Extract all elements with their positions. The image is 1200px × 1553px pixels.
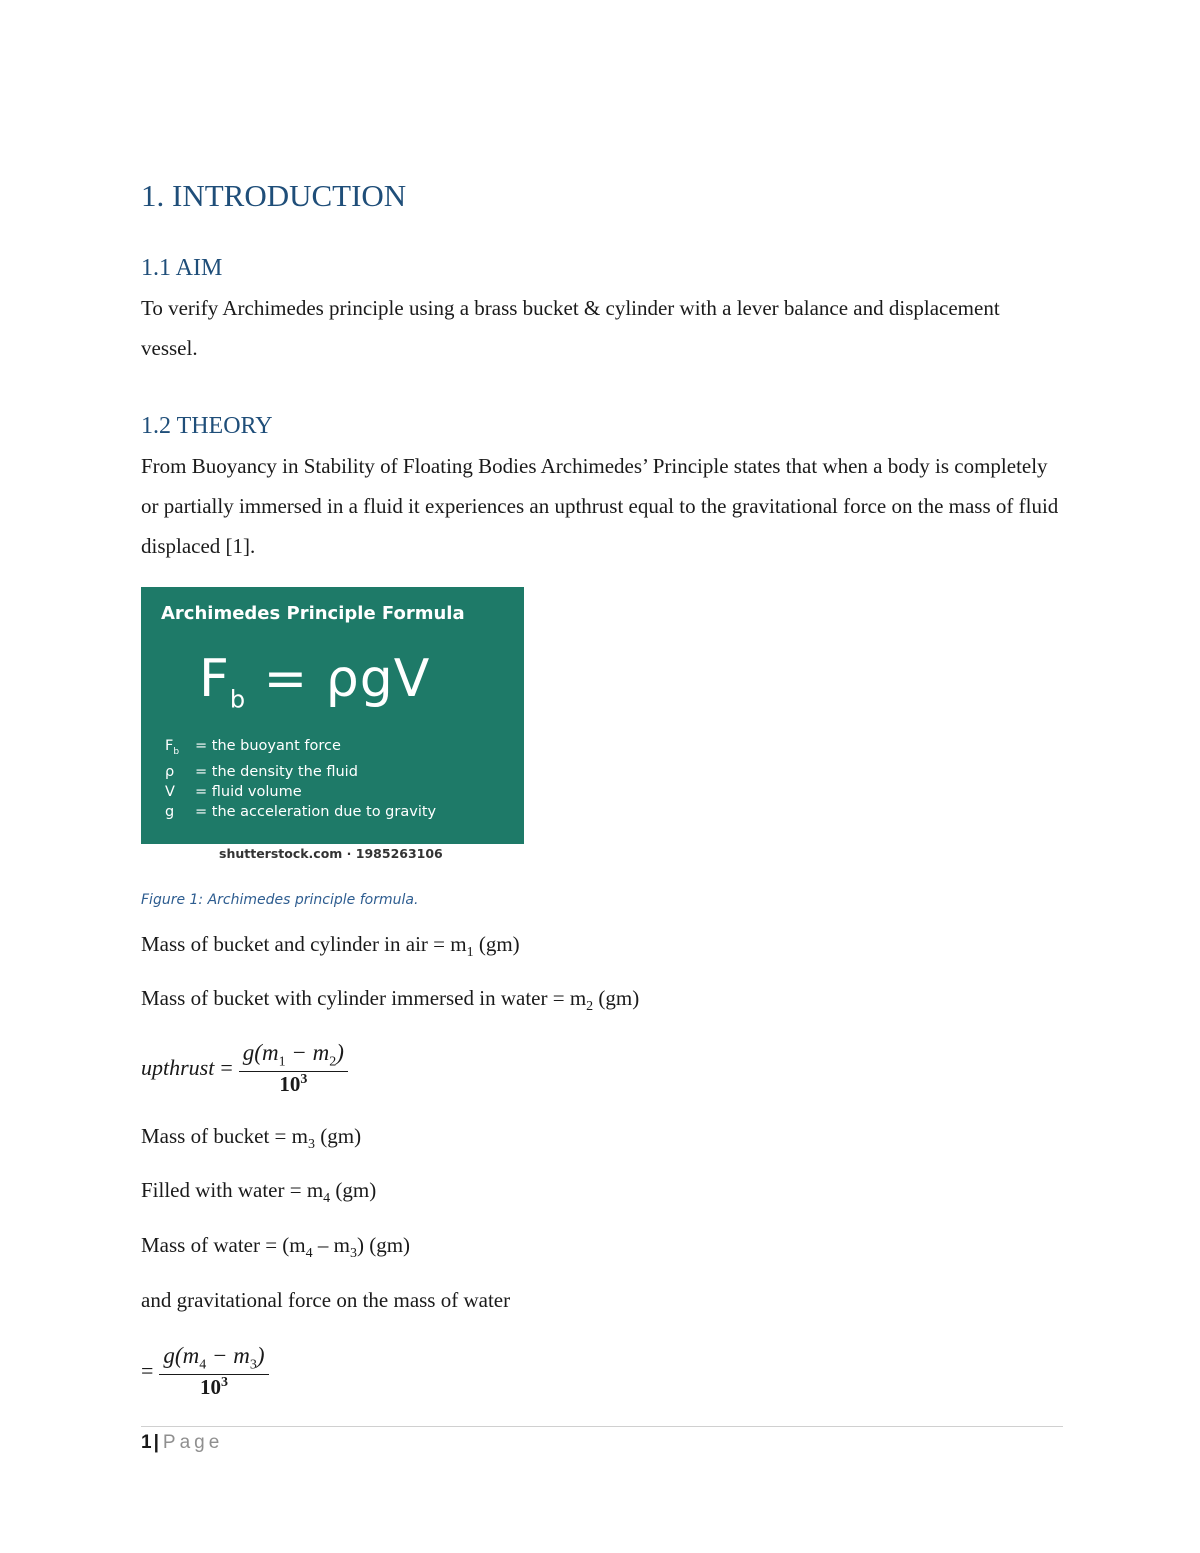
- archimedes-formula-figure: [141, 587, 524, 844]
- m1-line: Mass of bucket and cylinder in air = $m_1$ (gm): [141, 932, 520, 961]
- legend-symbol: ρ: [165, 763, 175, 780]
- legend-row: [165, 736, 436, 762]
- aim-text: To verify Archimedes principle using a brass bucket & cylinder with a lever balance and displacement vessel.: [141, 296, 1000, 360]
- theory-text: From Buoyancy in Stability of Floating Bodies Archimedes’ Principle states that when a body is completely or partially immersed in a fluid it experiences an upthrust equal to the gravitational force on the mass of fluid displaced [1].: [141, 454, 1059, 558]
- fraction: [159, 1343, 268, 1400]
- fraction-denominator: $10^3$: [279, 1071, 308, 1096]
- theory-heading: 1.2 THEORY: [141, 413, 273, 439]
- legend-text: = the density the fluid: [195, 763, 358, 780]
- aim-heading: 1.1 AIM: [141, 255, 223, 281]
- legend-symbol: g: [165, 803, 175, 820]
- water-force-equation: [141, 1343, 269, 1400]
- footer-separator: |: [153, 1432, 159, 1453]
- equals-sign: =: [141, 1358, 154, 1384]
- legend-text: = fluid volume: [195, 783, 302, 800]
- legend-text: = the buoyant force: [195, 738, 341, 754]
- image-credit: shutterstock.com · 1985263106: [219, 846, 443, 861]
- equation-lhs: upthrust: [141, 1055, 215, 1081]
- legend-row: [165, 762, 436, 782]
- fraction-numerator: $g(m_4 - m_3)$: [159, 1343, 268, 1375]
- m3-line: Mass of bucket = $m_3$ (gm): [141, 1124, 362, 1153]
- figure-caption: Figure 1: Archimedes principle formula.: [141, 892, 419, 908]
- legend-symbol: F: [165, 738, 174, 754]
- fraction-denominator: $10^3$: [199, 1374, 228, 1399]
- fraction: [239, 1040, 348, 1097]
- equals-sign: =: [220, 1055, 233, 1081]
- fraction-numerator: $g(m_1 - m_2)$: [239, 1040, 348, 1072]
- figure-formula: [199, 649, 430, 713]
- upthrust-equation: [141, 1040, 348, 1097]
- page-number: 1: [141, 1432, 152, 1453]
- footer-divider: [141, 1426, 1063, 1427]
- legend-row: [165, 782, 436, 802]
- figure-title: Archimedes Principle Formula: [161, 603, 465, 624]
- section-heading: 1. INTRODUCTION: [141, 178, 407, 213]
- legend-row: [165, 802, 436, 822]
- m2-line: Mass of bucket with cylinder immersed in water = $m_2$ (gm): [141, 986, 640, 1015]
- legend-symbol-sub: b: [173, 746, 180, 757]
- formula-f: F: [199, 649, 230, 709]
- gravitational-force-line: and gravitational force on the mass of water: [141, 1288, 511, 1312]
- page-word: Page: [162, 1432, 224, 1453]
- formula-sub: b: [229, 685, 247, 714]
- page-footer: [141, 1432, 223, 1454]
- legend-symbol: V: [165, 783, 175, 800]
- mass-of-water-line: Mass of water = $(m_4 - m_3)$ (gm): [141, 1233, 411, 1262]
- formula-rest: = ρgV: [246, 649, 431, 709]
- figure-legend: [165, 736, 436, 822]
- m4-line: Filled with water = $m_4$ (gm): [141, 1178, 377, 1207]
- legend-text: = the acceleration due to gravity: [195, 803, 437, 820]
